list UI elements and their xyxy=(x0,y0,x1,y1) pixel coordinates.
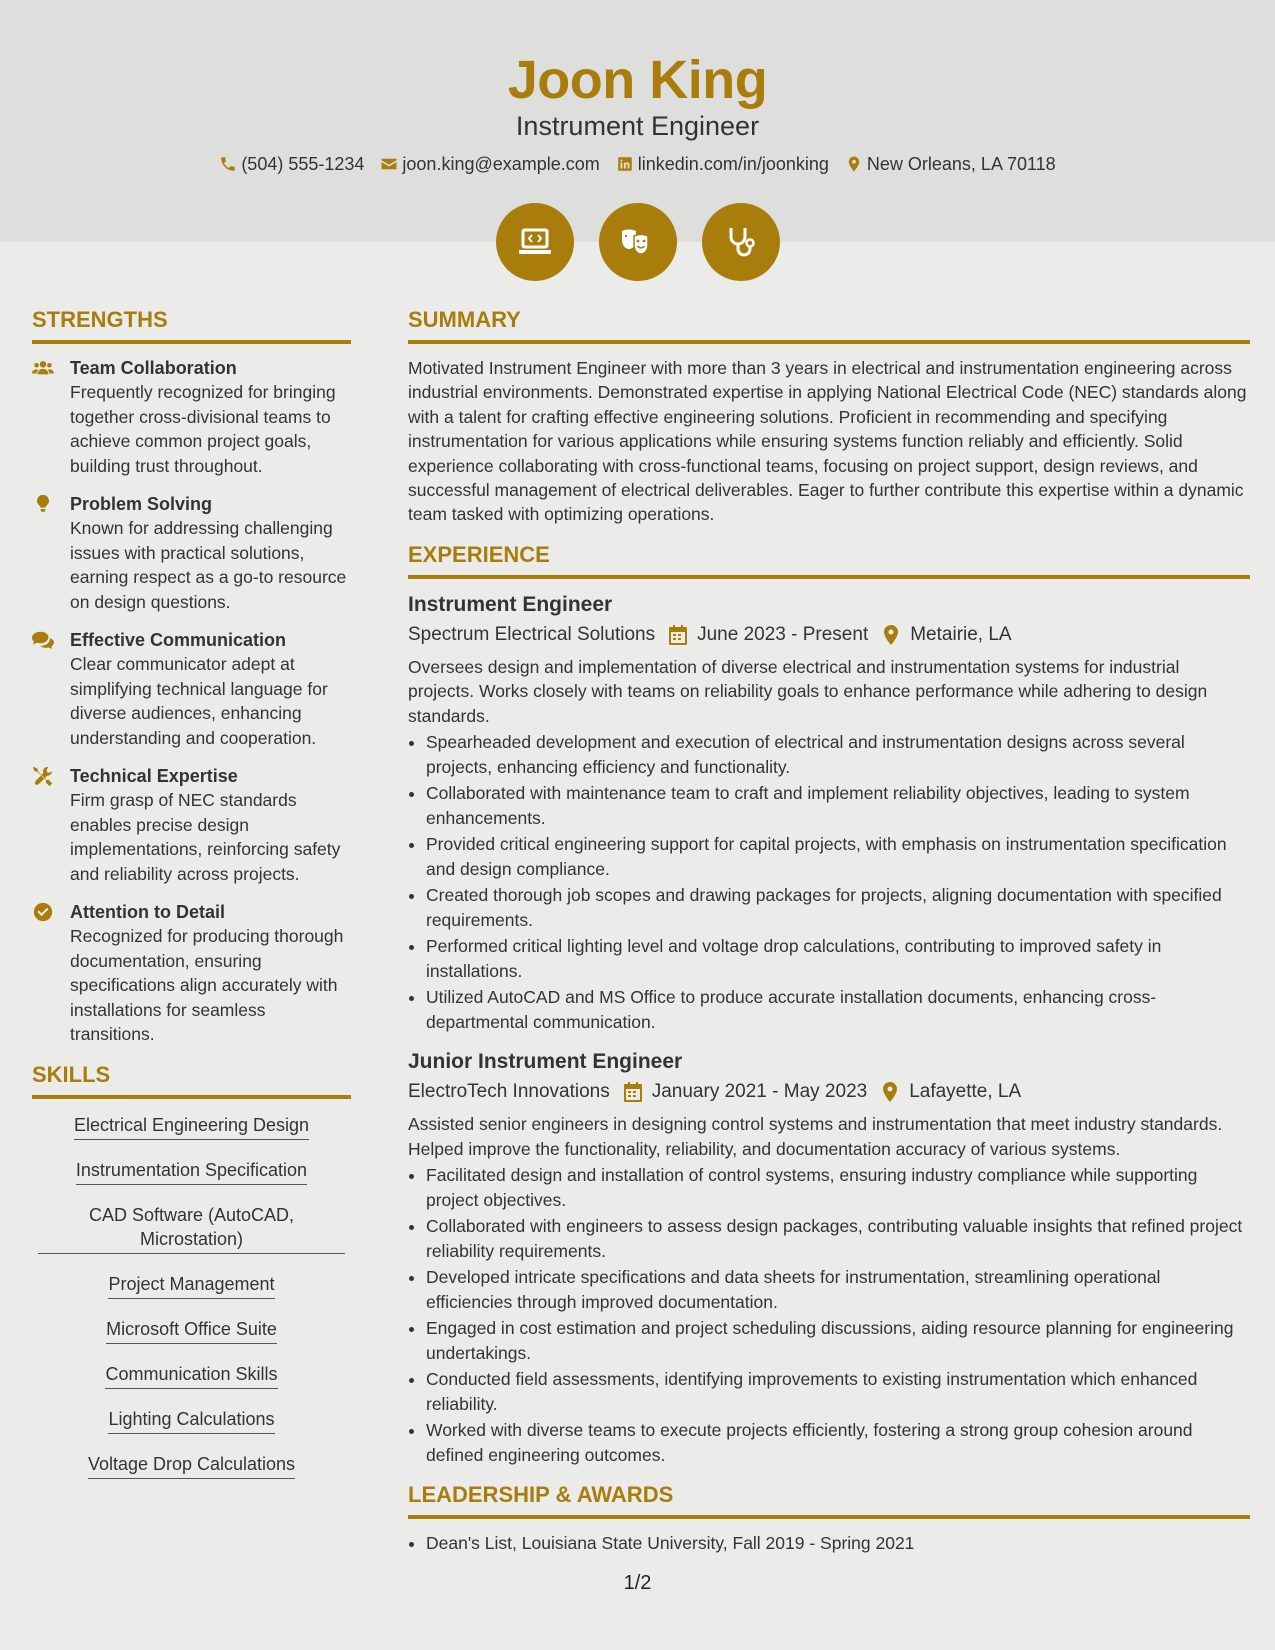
interest-circle-stethoscope xyxy=(702,203,780,281)
job-description: Assisted senior engineers in designing control systems and instrumentation that meet industry standards. Helped improve the functionality, reliability, and documentation accuracy of various systems. xyxy=(408,1114,1223,1159)
left-column xyxy=(32,306,351,1497)
job-dates: January 2021 - May 2023 xyxy=(651,1081,868,1103)
strength-title: Team Collaboration xyxy=(70,358,237,378)
job-title: Instrument Engineer xyxy=(408,592,613,616)
linkedin-icon xyxy=(616,155,634,173)
job-description: Oversees design and implementation of diverse electrical and instrumentation systems for industrial projects. Works closely with teams on reliability goals to enhance performance while adhering to design standards. xyxy=(408,656,1208,726)
job-dates: June 2023 - Present xyxy=(697,623,869,645)
list-item: • Provided critical engineering support for capital projects, with emphasis on instrumentation specification and design compliance. xyxy=(426,832,1250,881)
skill-tag: Instrumentation Specification xyxy=(76,1158,307,1185)
job-bullets xyxy=(408,730,1250,1034)
list-item: • Performed critical lighting level and voltage drop calculations, contributing to improved safety in installations. xyxy=(426,934,1250,983)
skill-tag: Communication Skills xyxy=(105,1362,277,1389)
leadership-list xyxy=(408,1531,1250,1556)
skills-list xyxy=(32,1111,351,1497)
candidate-title: Instrument Engineer xyxy=(515,111,760,141)
job-bullets xyxy=(408,1163,1250,1467)
skill-tag: CAD Software (AutoCAD, Microstation) xyxy=(38,1203,345,1254)
contact-linkedin[interactable] xyxy=(616,152,829,176)
skill-tag: Voltage Drop Calculations xyxy=(88,1452,295,1479)
contact-linkedin-text: linkedin.com/in/joonking xyxy=(637,154,829,174)
contact-phone-text: (504) 555-1234 xyxy=(241,154,365,174)
skill-tag: Lighting Calculations xyxy=(108,1407,274,1434)
contact-email[interactable] xyxy=(380,152,599,176)
map-pin-icon xyxy=(881,1082,899,1102)
map-pin-icon xyxy=(882,625,900,645)
experience-heading: EXPERIENCE xyxy=(408,541,1250,579)
list-item: • Spearheaded development and execution of electrical and instrumentation designs across several projects, enhancing efficiency and functionality. xyxy=(426,730,1250,779)
calendar-icon xyxy=(669,625,687,645)
contact-location xyxy=(845,152,1056,176)
laptop-code-icon xyxy=(515,222,555,262)
strength-desc: Recognized for producing thorough documentation, ensuring specifications align accurately with installations for seamless transitions. xyxy=(70,926,344,1044)
strength-desc: Known for addressing challenging issues with practical solutions, earning respect as a go-to resource on design questions. xyxy=(70,518,347,612)
calendar-icon xyxy=(624,1082,642,1102)
map-pin-icon xyxy=(845,155,863,173)
comments-icon xyxy=(32,630,54,650)
list-item: • Facilitated design and installation of control systems, ensuring industry compliance while supporting project objectives. xyxy=(426,1163,1250,1212)
strength-desc: Clear communicator adept at simplifying technical language for diverse audiences, enhancing understanding and cooperation. xyxy=(70,654,328,748)
list-item: • Collaborated with maintenance team to craft and implement reliability objectives, leading to system enhancements. xyxy=(426,781,1250,830)
candidate-name: Joon King xyxy=(507,50,768,110)
contact-bar xyxy=(0,152,1275,176)
job-entry xyxy=(408,591,1250,1035)
job-company: ElectroTech Innovations xyxy=(408,1081,610,1103)
tools-icon xyxy=(32,766,54,786)
job-location: Metairie, LA xyxy=(910,623,1012,645)
job-meta xyxy=(408,621,1250,649)
contact-phone[interactable] xyxy=(219,152,364,176)
strength-desc: Firm grasp of NEC standards enables precise design implementations, reinforcing safety and reliability across projects. xyxy=(70,790,341,884)
skill-tag: Project Management xyxy=(108,1272,274,1299)
strength-desc: Frequently recognized for bringing together cross-divisional teams to achieve common project goals, building trust throughout. xyxy=(70,382,336,476)
summary-text: Motivated Instrument Engineer with more than 3 years in electrical and instrumentation engineering across industrial environments. Demonstrated expertise in applying National Electrical Code (NEC) standards along with a talent for crafting effective engineering solutions. Proficient in recommending and specifying instrumentation for various applications while ensuring systems function reliably and efficiently. Solid experience collaborating with cross-functional teams, focusing on project support, design reviews, and successful management of electrical deliverables. Eager to further contribute this expertise within a dynamic team tasked with optimizing operations. xyxy=(408,358,1247,525)
job-location: Lafayette, LA xyxy=(909,1081,1022,1103)
strength-title: Attention to Detail xyxy=(70,902,225,922)
phone-icon xyxy=(219,155,237,173)
summary-heading: SUMMARY xyxy=(408,306,1250,344)
job-title: Junior Instrument Engineer xyxy=(408,1050,683,1074)
strength-item xyxy=(32,492,351,614)
list-item: • Worked with diverse teams to execute projects efficiently, fostering a strong group cohesion around defined engineering outcomes. xyxy=(426,1418,1250,1467)
strength-item xyxy=(32,900,351,1047)
check-circle-icon xyxy=(32,902,54,922)
contact-email-text: joon.king@example.com xyxy=(402,154,600,174)
job-company: Spectrum Electrical Solutions xyxy=(408,623,656,645)
right-column xyxy=(408,306,1250,1558)
page-number: 1/2 xyxy=(623,1572,652,1594)
strength-title: Problem Solving xyxy=(70,494,213,514)
strengths-heading: STRENGTHS xyxy=(32,306,351,344)
skills-heading: SKILLS xyxy=(32,1061,351,1099)
skill-tag: Electrical Engineering Design xyxy=(74,1113,309,1140)
leadership-heading: LEADERSHIP & AWARDS xyxy=(408,1481,1250,1519)
strength-title: Technical Expertise xyxy=(70,766,238,786)
skill-tag: Microsoft Office Suite xyxy=(106,1317,277,1344)
envelope-icon xyxy=(380,155,398,173)
list-item: • Created thorough job scopes and drawing packages for projects, aligning documentation with specified requirements. xyxy=(426,883,1250,932)
theater-masks-icon xyxy=(618,222,658,262)
interest-icons xyxy=(0,203,1275,281)
job-meta xyxy=(408,1078,1250,1106)
list-item: • Conducted field assessments, identifying improvements to existing instrumentation which enhanced reliability. xyxy=(426,1367,1250,1416)
contact-location-text: New Orleans, LA 70118 xyxy=(866,154,1056,174)
list-item: • Utilized AutoCAD and MS Office to produce accurate installation documents, enhancing cross-departmental communication. xyxy=(426,985,1250,1034)
interest-circle-masks xyxy=(599,203,677,281)
job-entry xyxy=(408,1048,1250,1467)
lightbulb-icon xyxy=(32,494,54,514)
list-item: • Developed intricate specifications and data sheets for instrumentation, streamlining operational efficiencies through improved documentation. xyxy=(426,1265,1250,1314)
list-item: • Engaged in cost estimation and project scheduling discussions, aiding resource planning for engineering undertakings. xyxy=(426,1316,1250,1365)
list-item: • Collaborated with engineers to assess design packages, contributing valuable insights that refined project reliability requirements. xyxy=(426,1214,1250,1263)
strength-item xyxy=(32,356,351,478)
strength-item xyxy=(32,764,351,886)
interest-circle-laptop xyxy=(496,203,574,281)
list-item: • Dean's List, Louisiana State University, Fall 2019 - Spring 2021 xyxy=(426,1531,1250,1556)
strength-title: Effective Communication xyxy=(70,630,287,650)
users-icon xyxy=(32,358,54,378)
strength-item xyxy=(32,628,351,750)
stethoscope-icon xyxy=(721,222,761,262)
